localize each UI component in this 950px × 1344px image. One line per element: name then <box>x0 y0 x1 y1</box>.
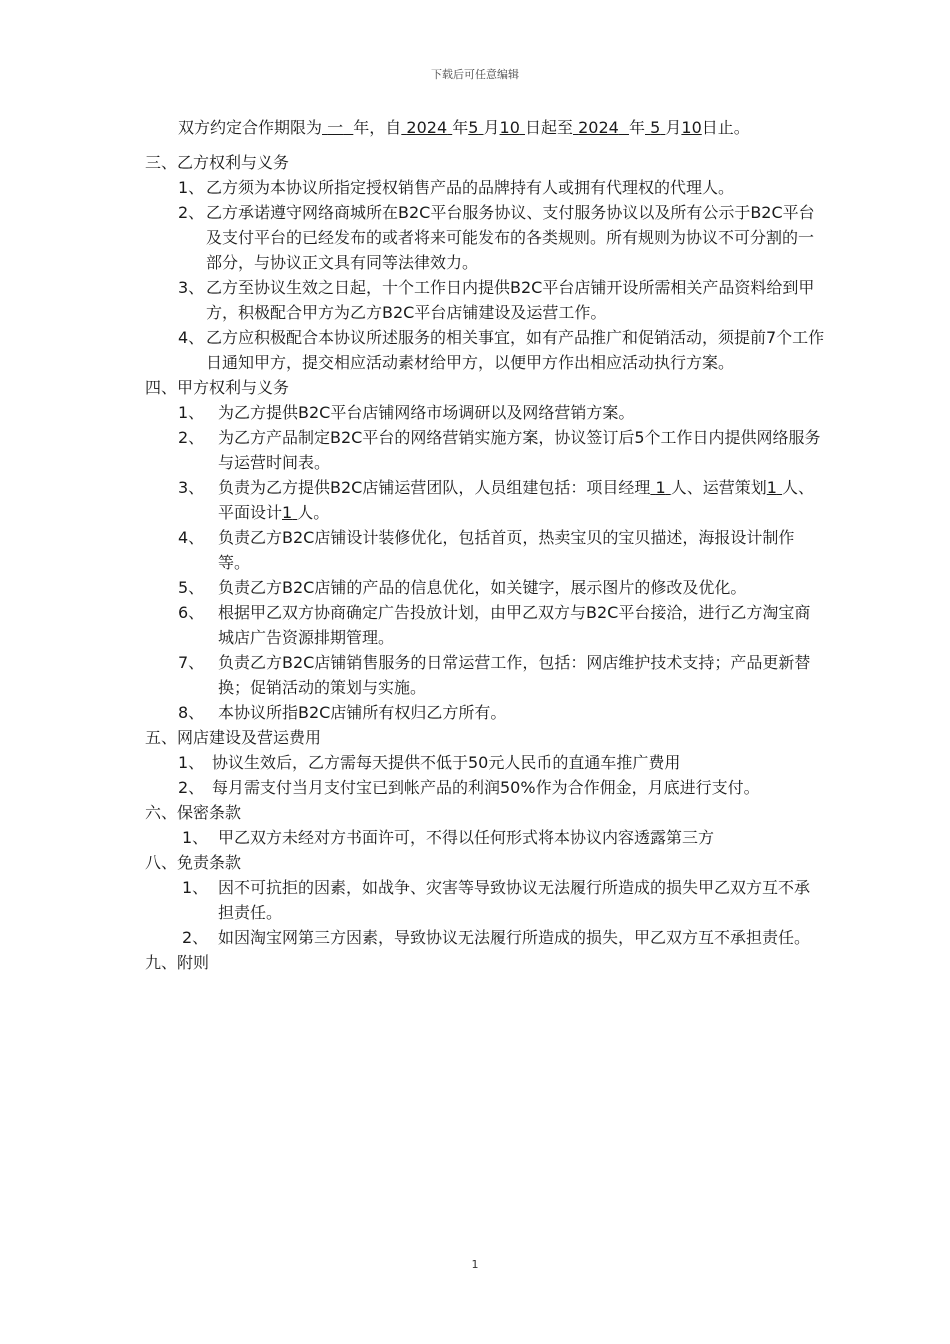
section-fees <box>145 725 825 800</box>
section-title: 八、免责条款 <box>145 853 242 872</box>
section-supplementary <box>145 950 825 975</box>
section-title: 六、保密条款 <box>145 803 242 822</box>
intro-text: 年 <box>452 118 469 137</box>
section-confidentiality <box>145 800 825 850</box>
pm-count-blank: 1 <box>655 478 666 497</box>
list-item: 2、 如因淘宝网第三方因素，导致协议无法履行所造成的损失，甲乙双方互不承担责任。 <box>182 928 811 947</box>
intro-text: 日起至 <box>524 118 573 137</box>
intro-text: 年 <box>628 118 645 137</box>
list-item: 6、 根据甲乙双方协商确定广告投放计划，由甲乙双方与B2C平台接洽，进行乙方淘宝商城店广告资源排期管理。 <box>178 603 811 647</box>
list-item: 4、 负责乙方B2C店铺设计装修优化，包括首页，热卖宝贝的宝贝描述，海报设计制作等。 <box>178 528 795 572</box>
start-month-blank: 5 <box>468 118 479 137</box>
section-title: 五、网店建设及营运费用 <box>145 728 322 747</box>
section-party-b-rights <box>145 150 825 375</box>
years-blank: 一 <box>327 118 344 137</box>
end-year-blank: 2024 <box>578 118 619 137</box>
list-item: 5、 负责乙方B2C店铺的产品的信息优化，如关键字，展示图片的修改及优化。 <box>178 578 747 597</box>
designer-count-blank: 1 <box>282 503 293 522</box>
list-item: 2、 每月需支付当月支付宝已到帐产品的利润50%作为合作佣金，月底进行支付。 <box>178 778 760 797</box>
document-body <box>145 115 825 975</box>
intro-text: 月 <box>483 118 500 137</box>
page-number: 1 <box>471 1258 479 1271</box>
list-item: 8、 本协议所指B2C店铺所有权归乙方所有。 <box>178 703 507 722</box>
end-day-blank: 10 <box>681 118 702 137</box>
intro-text: 双方约定合作期限为 <box>178 118 323 137</box>
intro-text: 月 <box>665 118 682 137</box>
cooperation-period-paragraph <box>145 115 825 140</box>
list-item: 3、 乙方至协议生效之日起，十个工作日内提供B2C平台店铺开设所需相关产品资料给到甲方，积极配合甲方为乙方B2C平台店铺建设及运营工作。 <box>178 278 815 322</box>
list-item: 3、 负责为乙方提供B2C店铺运营团队，人员组建包括：项目经理 1 人、运营策划1 人、平面设计1 人。 <box>178 478 815 522</box>
section-disclaimer <box>145 850 825 950</box>
list-item: 2、 为乙方产品制定B2C平台的网络营销实施方案，协议签订后5个工作日内提供网络服务与运营时间表。 <box>178 428 821 472</box>
planner-count-blank: 1 <box>766 478 777 497</box>
section-title: 九、附则 <box>145 953 210 972</box>
start-day-blank: 10 <box>499 118 520 137</box>
start-year-blank: 2024 <box>406 118 448 137</box>
end-month-blank: 5 <box>650 118 661 137</box>
page-header-note: 下载后可任意编辑 <box>431 68 519 81</box>
list-item: 1、 协议生效后，乙方需每天提供不低于50元人民币的直通车推广费用 <box>178 753 681 772</box>
list-item: 4、 乙方应积极配合本协议所述服务的相关事宜，如有产品推广和促销活动，须提前7个工作日通知甲方，提交相应活动素材给甲方，以便甲方作出相应活动执行方案。 <box>178 328 825 372</box>
section-party-a-rights <box>145 375 825 725</box>
list-item: 1、 乙方须为本协议所指定授权销售产品的品牌持有人或拥有代理权的代理人。 <box>178 178 735 197</box>
list-item: 2、 乙方承诺遵守网络商城所在B2C平台服务协议、支付服务协议以及所有公示于B2C平台及支付平台的已经发布的或者将来可能发布的各类规则。所有规则为协议不可分割的一部分，与协议正文具有同等法律效力。 <box>178 203 815 272</box>
section-title: 三、乙方权利与义务 <box>145 153 290 172</box>
intro-text: 日止。 <box>701 118 750 137</box>
list-item: 7、 负责乙方B2C店铺销售服务的日常运营工作，包括：网店维护技术支持；产品更新替换；促销活动的策划与实施。 <box>178 653 811 697</box>
section-title: 四、甲方权利与义务 <box>145 378 290 397</box>
list-item: 1、 为乙方提供B2C平台店铺网络市场调研以及网络营销方案。 <box>178 403 635 422</box>
list-item: 1、 因不可抗拒的因素，如战争、灾害等导致协议无法履行所造成的损失甲乙双方互不承担责任。 <box>182 878 811 922</box>
list-item: 1、 甲乙双方未经对方书面许可，不得以任何形式将本协议内容透露第三方 <box>182 828 715 847</box>
intro-text: 年，自 <box>353 118 402 137</box>
